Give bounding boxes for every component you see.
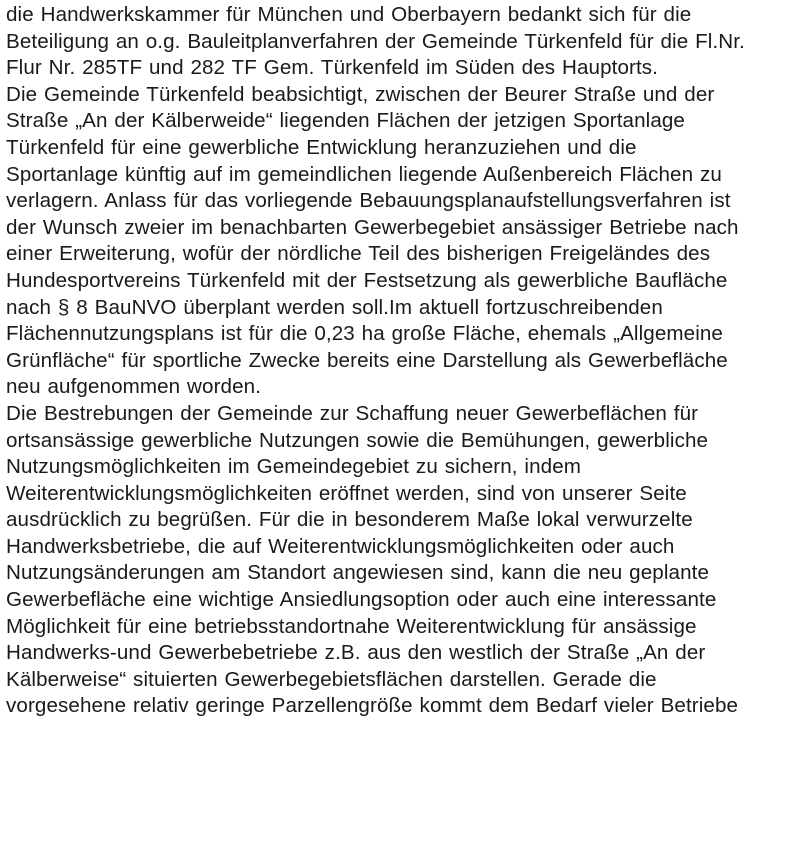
text-line: Handwerks-und Gewerbebetriebe z.B. aus den westlich der Straße „An der [6, 641, 706, 665]
text-line: Hundesportvereins Türkenfeld mit der Festsetzung als gewerbliche Baufläche [6, 268, 728, 292]
text-line: Handwerksbetriebe, die auf Weiterentwicklungsmöglichkeiten oder auch [6, 534, 675, 558]
text-line: Sportanlage künftig auf im gemeindlichen liegende Außenbereich Flächen zu [6, 162, 722, 186]
text-line: Beteiligung an o.g. Bauleitplanverfahren der Gemeinde Türkenfeld für die Fl.Nr. [6, 29, 745, 53]
text-line: ausdrücklich zu begrüßen. Für die in besonderem Maße lokal verwurzelte [6, 508, 693, 532]
text-line: Nutzungsmöglichkeiten im Gemeindegebiet zu sichern, indem [6, 455, 582, 479]
text-line: nach § 8 BauNVO überplant werden soll.Im aktuell fortzuschreibenden [6, 295, 663, 319]
text-line: Türkenfeld für eine gewerbliche Entwicklung heranzuziehen und die [6, 135, 637, 159]
text-line: Flur Nr. 285TF und 282 TF Gem. Türkenfeld im Süden des Hauptorts. [6, 56, 659, 80]
document-text-body [6, 2, 798, 720]
text-line: Die Bestrebungen der Gemeinde zur Schaffung neuer Gewerbeflächen für [6, 401, 699, 425]
text-line: Möglichkeit für eine betriebsstandortnahe Weiterentwicklung für ansässige [6, 614, 697, 638]
text-line: Nutzungsänderungen am Standort angewiesen sind, kann die neu geplante [6, 561, 710, 585]
text-line: verlagern. Anlass für das vorliegende Bebauungsplanaufstellungsverfahren ist [6, 189, 731, 213]
text-line: Straße „An der Kälberweide“ liegenden Flächen der jetzigen Sportanlage [6, 109, 685, 133]
text-line: ortsansässige gewerbliche Nutzungen sowie die Bemühungen, gewerbliche [6, 428, 709, 452]
text-line: die Handwerkskammer für München und Oberbayern bedankt sich für die [6, 3, 692, 26]
text-line: Weiterentwicklungsmöglichkeiten eröffnet werden, sind von unserer Seite [6, 481, 687, 505]
text-line: Grünfläche“ für sportliche Zwecke bereits eine Darstellung als Gewerbefläche [6, 348, 728, 372]
text-line: vorgesehene relativ geringe Parzellengröße kommt dem Bedarf vieler Betriebe [6, 694, 739, 718]
text-line: Flächennutzungsplans ist für die 0,23 ha große Fläche, ehemals „Allgemeine [6, 322, 723, 346]
text-line: neu aufgenommen worden. [6, 375, 262, 399]
text-line: Die Gemeinde Türkenfeld beabsichtigt, zwischen der Beurer Straße und der [6, 82, 715, 106]
text-line: der Wunsch zweier im benachbarten Gewerbegebiet ansässiger Betriebe nach [6, 215, 739, 239]
text-line: Kälberweise“ situierten Gewerbegebietsflächen darstellen. Gerade die [6, 667, 657, 691]
text-line: einer Erweiterung, wofür der nördliche Teil des bisherigen Freigeländes des [6, 242, 711, 266]
text-line: Gewerbefläche eine wichtige Ansiedlungsoption oder auch eine interessante [6, 588, 717, 612]
